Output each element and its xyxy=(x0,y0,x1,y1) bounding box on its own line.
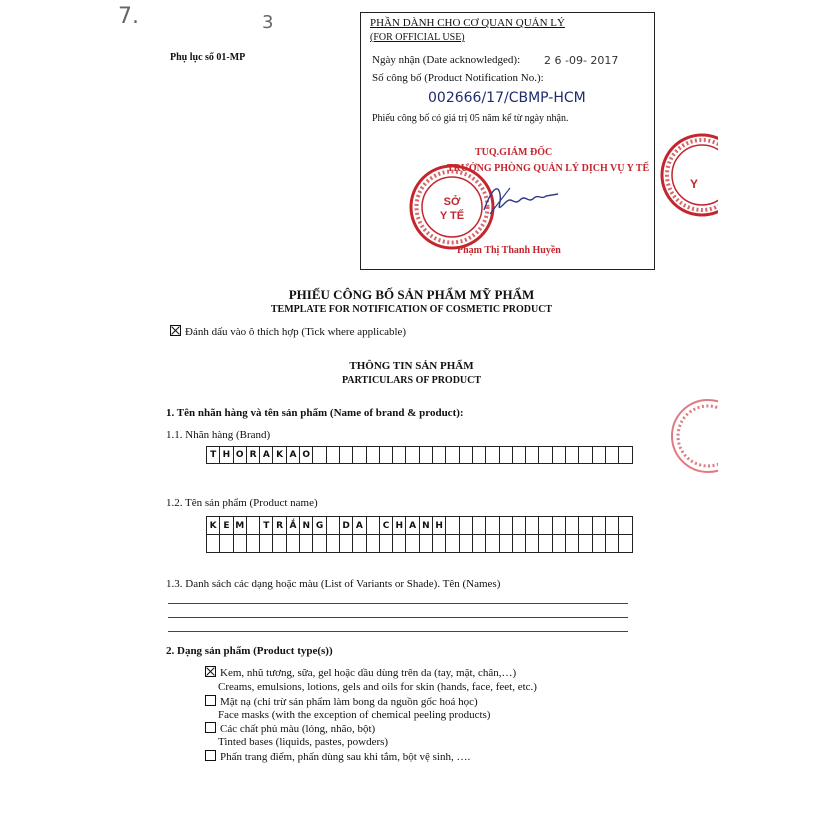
character-cell[interactable] xyxy=(299,534,313,553)
character-cell[interactable]: D xyxy=(339,516,353,535)
product-type-en: Tinted bases (liquids, pastes, powders) xyxy=(218,736,389,748)
character-cell[interactable] xyxy=(605,446,619,464)
character-cell[interactable]: N xyxy=(299,516,313,535)
character-cell[interactable]: K xyxy=(206,516,220,535)
character-cell[interactable] xyxy=(259,534,273,553)
variants-line xyxy=(168,617,628,618)
signer-title: TUQ.GIÁM ĐỐC xyxy=(475,147,553,158)
character-cell[interactable] xyxy=(432,534,446,553)
character-cell[interactable] xyxy=(499,516,513,535)
character-cell[interactable] xyxy=(352,534,366,553)
svg-text:Y TẾ: Y TẾ xyxy=(439,210,465,222)
official-title: PHẦN DÀNH CHO CƠ QUAN QUẢN LÝ xyxy=(370,17,565,29)
character-cell[interactable] xyxy=(565,446,579,464)
section-title: THÔNG TIN SẢN PHẨM xyxy=(349,360,474,372)
handwritten-number: 3 xyxy=(262,12,274,33)
variants-label: 1.3. Danh sách các dạng hoặc màu (List of Variants or Shade). Tên (Names) xyxy=(166,578,501,590)
character-cell[interactable] xyxy=(472,534,486,553)
product-type-en: Face masks (with the exception of chemical peeling products) xyxy=(218,709,491,721)
character-cell[interactable] xyxy=(459,516,473,535)
signature xyxy=(480,180,560,220)
character-cell[interactable] xyxy=(499,534,513,553)
character-cell[interactable] xyxy=(578,534,592,553)
product-name-label: 1.2. Tên sản phẩm (Product name) xyxy=(166,497,318,509)
character-cell[interactable]: R xyxy=(246,446,260,464)
character-cell[interactable] xyxy=(538,534,552,553)
character-cell[interactable] xyxy=(538,516,552,535)
character-cell[interactable] xyxy=(405,534,419,553)
character-cell[interactable]: A xyxy=(286,446,300,464)
character-cell[interactable] xyxy=(512,516,526,535)
character-cell[interactable]: A xyxy=(405,516,419,535)
character-cell[interactable]: M xyxy=(233,516,247,535)
character-cell[interactable] xyxy=(499,446,513,464)
character-cell[interactable] xyxy=(419,534,433,553)
character-cell[interactable]: T xyxy=(206,446,220,464)
handwritten-mark: 7. xyxy=(118,4,139,29)
section-2-heading: 2. Dạng sản phẩm (Product type(s)) xyxy=(166,645,333,657)
character-cell[interactable]: O xyxy=(299,446,313,464)
section-1-heading: 1. Tên nhãn hàng và tên sản phẩm (Name of brand & product): xyxy=(166,407,464,419)
character-cell[interactable] xyxy=(286,534,300,553)
notification-number-label: Số công bố (Product Notification No.): xyxy=(372,72,544,84)
character-cell[interactable] xyxy=(592,446,606,464)
signer-name: Phạm Thị Thanh Huyền xyxy=(457,245,561,256)
character-cell[interactable] xyxy=(605,516,619,535)
character-cell[interactable] xyxy=(592,534,606,553)
character-cell[interactable] xyxy=(392,534,406,553)
character-cell[interactable] xyxy=(618,534,632,553)
svg-text:Y: Y xyxy=(690,177,699,191)
product-type-option[interactable]: Mặt nạ (chỉ trừ sản phẩm làm bong da nguồn gốc hoá học) xyxy=(205,695,478,708)
character-cell[interactable]: N xyxy=(419,516,433,535)
checkbox-icon[interactable] xyxy=(205,695,216,706)
character-cell[interactable] xyxy=(405,446,419,464)
character-cell[interactable] xyxy=(246,516,260,535)
character-cell[interactable]: Ắ xyxy=(286,516,300,535)
character-cell[interactable] xyxy=(352,446,366,464)
brand-character-grid[interactable] xyxy=(206,446,632,463)
character-cell[interactable] xyxy=(246,534,260,553)
character-cell[interactable] xyxy=(538,446,552,464)
product-type-option[interactable]: Kem, nhũ tương, sữa, gel hoặc dầu dùng trên da (tay, mặt, chân,…) xyxy=(205,666,516,679)
character-cell[interactable] xyxy=(552,516,566,535)
edge-stamp xyxy=(668,396,718,476)
character-cell[interactable]: C xyxy=(379,516,393,535)
checkbox-icon[interactable] xyxy=(205,722,216,733)
character-cell[interactable] xyxy=(419,446,433,464)
character-cell[interactable] xyxy=(512,534,526,553)
character-cell[interactable] xyxy=(366,534,380,553)
notification-number-value: 002666/17/CBMP-HCM xyxy=(428,90,586,106)
character-cell[interactable] xyxy=(445,446,459,464)
character-cell[interactable]: H xyxy=(219,446,233,464)
character-cell[interactable] xyxy=(485,534,499,553)
character-cell[interactable]: H xyxy=(432,516,446,535)
character-cell[interactable]: A xyxy=(259,446,273,464)
tick-note-text: Đánh dấu vào ô thích hợp (Tick where applicable) xyxy=(185,326,407,338)
character-cell[interactable] xyxy=(366,516,380,535)
character-cell[interactable] xyxy=(552,446,566,464)
character-cell[interactable] xyxy=(485,446,499,464)
character-cell[interactable] xyxy=(219,534,233,553)
character-cell[interactable] xyxy=(445,534,459,553)
official-subtitle: (FOR OFFICIAL USE) xyxy=(370,32,465,43)
character-cell[interactable] xyxy=(565,534,579,553)
signer-department: TRƯỞNG PHÒNG QUẢN LÝ DỊCH VỤ Y TẾ xyxy=(447,163,650,174)
checkbox-icon[interactable] xyxy=(205,750,216,761)
character-cell[interactable] xyxy=(552,534,566,553)
character-cell[interactable] xyxy=(392,446,406,464)
character-cell[interactable] xyxy=(472,446,486,464)
checked-box-icon[interactable] xyxy=(205,666,216,677)
tick-note xyxy=(170,325,406,338)
date-value: 2 6 -09- 2017 xyxy=(544,54,619,67)
character-cell[interactable]: A xyxy=(352,516,366,535)
brand-label: 1.1. Nhãn hàng (Brand) xyxy=(166,429,271,441)
character-cell[interactable]: G xyxy=(312,516,326,535)
character-cell[interactable]: K xyxy=(272,446,286,464)
character-cell[interactable]: H xyxy=(392,516,406,535)
character-cell[interactable] xyxy=(432,446,446,464)
character-cell[interactable] xyxy=(459,446,473,464)
character-cell[interactable] xyxy=(592,516,606,535)
character-cell[interactable] xyxy=(379,446,393,464)
character-cell[interactable] xyxy=(326,516,340,535)
checked-box-icon xyxy=(170,325,181,336)
character-cell[interactable]: T xyxy=(259,516,273,535)
date-label: Ngày nhận (Date acknowledged): xyxy=(372,54,521,66)
edge-stamp xyxy=(658,130,718,220)
character-cell[interactable] xyxy=(578,516,592,535)
character-cell[interactable] xyxy=(445,516,459,535)
character-cell[interactable] xyxy=(618,446,632,464)
official-use-box xyxy=(360,12,655,270)
character-cell[interactable]: E xyxy=(219,516,233,535)
character-cell[interactable] xyxy=(233,534,247,553)
character-cell[interactable] xyxy=(339,446,353,464)
character-cell[interactable] xyxy=(525,534,539,553)
character-cell[interactable] xyxy=(272,534,286,553)
validity-note: Phiếu công bố có giá trị 05 năm kể từ ngày nhận. xyxy=(372,113,569,124)
product-name-character-grid[interactable] xyxy=(206,516,632,570)
svg-text:SỞ: SỞ xyxy=(443,196,461,208)
character-cell[interactable] xyxy=(312,446,326,464)
character-cell[interactable] xyxy=(339,534,353,553)
product-type-option[interactable]: Phấn trang điểm, phấn dùng sau khi tắm, bột vệ sinh, …. xyxy=(205,750,470,763)
character-cell[interactable] xyxy=(512,446,526,464)
character-cell[interactable] xyxy=(565,516,579,535)
character-cell[interactable] xyxy=(366,446,380,464)
variants-line xyxy=(168,631,628,632)
section-subtitle: PARTICULARS OF PRODUCT xyxy=(341,375,482,386)
character-cell[interactable] xyxy=(525,446,539,464)
character-cell[interactable] xyxy=(525,516,539,535)
appendix-label: Phụ lục số 01-MP xyxy=(170,52,246,63)
character-cell[interactable]: R xyxy=(272,516,286,535)
character-cell[interactable]: O xyxy=(233,446,247,464)
character-cell[interactable] xyxy=(326,446,340,464)
product-type-en: Creams, emulsions, lotions, gels and oils for skin (hands, face, feet, etc.) xyxy=(218,681,537,693)
character-cell[interactable] xyxy=(312,534,326,553)
character-cell[interactable] xyxy=(618,516,632,535)
product-type-option[interactable]: Các chất phủ màu (lỏng, nhão, bột) xyxy=(205,722,375,735)
character-cell[interactable] xyxy=(379,534,393,553)
form-title: PHIẾU CÔNG BỐ SẢN PHẨM MỸ PHẨM xyxy=(288,287,535,302)
character-cell[interactable] xyxy=(459,534,473,553)
variants-line xyxy=(168,603,628,604)
character-cell[interactable] xyxy=(472,516,486,535)
character-cell[interactable] xyxy=(206,534,220,553)
character-cell[interactable] xyxy=(605,534,619,553)
character-cell[interactable] xyxy=(578,446,592,464)
character-cell[interactable] xyxy=(326,534,340,553)
form-subtitle: TEMPLATE FOR NOTIFICATION OF COSMETIC PRODUCT xyxy=(270,304,553,315)
character-cell[interactable] xyxy=(485,516,499,535)
